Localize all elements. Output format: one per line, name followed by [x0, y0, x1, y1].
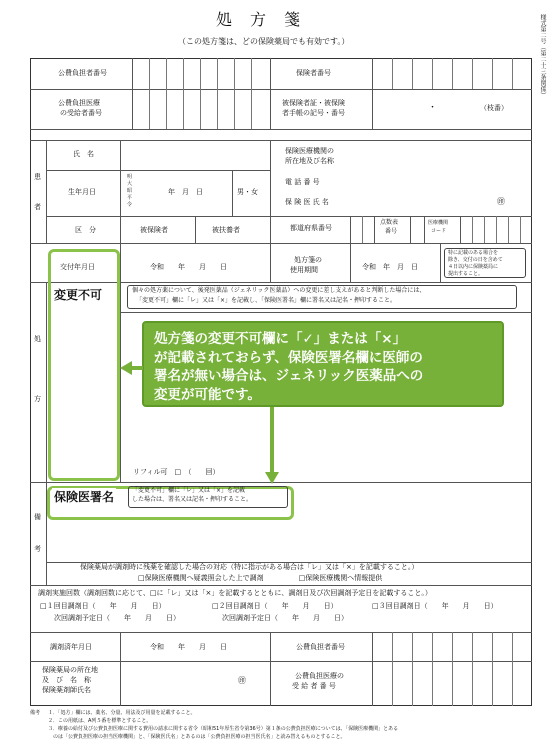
valid-period-label-1: 処方箋の	[294, 256, 322, 264]
callout-line-1: 処方箋の変更不可欄に「✓」または「×」	[154, 331, 407, 347]
arrow-left-icon	[120, 361, 132, 375]
callout-line-4: 変更が可能です。	[154, 386, 261, 403]
remarks-side-2: 考	[34, 545, 41, 553]
score-table-label-2: 番号	[385, 228, 398, 235]
branch-number-label: （枝番）	[480, 104, 508, 112]
change-not-allowed-column[interactable]: 変更不可	[54, 288, 103, 302]
pharmacy-address-label-2: 及 び 名 称	[42, 676, 91, 684]
generic-notice-1: 個々の処方薬について、後発医薬品（ジェネリック医薬品）への変更に差し支えがあると判断した場合には、	[132, 287, 426, 294]
prefecture-label: 都道府県番号	[290, 224, 332, 232]
arrow-down-icon	[265, 472, 279, 484]
payer-recipient-label-2: の受給者番号	[60, 109, 102, 117]
insured-card-label-2: 者手帳の記号・番号	[282, 109, 345, 117]
signature-note-1: 「変更不可」欄に「レ」又は「×」を記載	[132, 487, 246, 494]
prescription-side-1: 処	[34, 335, 41, 343]
era-reiwa: 令	[127, 202, 133, 208]
prescription-side-2: 方	[34, 395, 41, 403]
valid-note-4: 提出すること。	[448, 271, 484, 277]
era-showa: 昭	[127, 188, 133, 194]
signature-note-2: した場合は、署名又は記名・押印すること。	[132, 496, 253, 503]
document-subtitle: （この処方箋は、どの保険薬局でも有効です。）	[178, 37, 350, 46]
dob-label: 生年月日	[68, 188, 96, 196]
issue-date-value[interactable]: 令和 年 月 日	[150, 263, 227, 271]
insured-card-dot: ・	[428, 103, 438, 113]
notes-line-3: ３．療養の給付及び公費負担医療に関する費用の請求に関する省令（昭和51年厚生省令第36号）第１条の公費負担医療については、「保険医療機関」とある	[48, 726, 399, 732]
payer-number-label: 公費負担者番号	[58, 69, 107, 77]
institution-address-label-2: 所在地及び名称	[285, 157, 334, 165]
valid-note-1: 特に記載のある場合を	[448, 250, 499, 256]
pharmacist-seal: ㊞	[238, 676, 246, 685]
change-not-allowed-highlight	[48, 249, 120, 481]
patient-name-field[interactable]	[121, 141, 269, 169]
category-dependent[interactable]: 被扶養者	[212, 226, 240, 234]
callout-line-2: が記載されておらず、保険医署名欄に医師の	[154, 349, 423, 366]
dispensed-date-label: 調剤済年月日	[50, 643, 92, 651]
insured-card-label-1: 被保険者証・被保険	[282, 99, 345, 107]
pharmacy-address-label-1: 保険薬局の所在地	[42, 666, 98, 674]
doctor-name-label: 保 険 医 氏 名	[285, 198, 329, 206]
valid-note-3: ４日以内に保険薬局に	[448, 264, 499, 270]
generic-notice-2: 「変更不可」欄に「レ」又は「×」を記載し、「保険医署名」欄に署名又は記名・押印すること。	[136, 297, 397, 304]
institution-address-label-1: 保険医療機関の	[285, 147, 334, 155]
generic-substitution-callout	[142, 321, 504, 407]
dispensing-next-1[interactable]: 次回調剤予定日（ 年 月 日）	[54, 614, 180, 622]
dispensing-second[interactable]: □２回目調剤日（ 年 月 日）	[212, 602, 338, 610]
recipient-number-label-2: 受 給 者 番 号	[292, 682, 336, 690]
score-table-label-1: 点数表	[380, 219, 399, 226]
phone-label: 電 話 番 号	[285, 178, 320, 186]
dispensing-header: 調剤実施回数（調剤回数に応じて、□に「レ」又は「×」を記載するとともに、調剤日及び次回調剤予定日を記載すること。）	[38, 589, 432, 597]
bottom-payer-number-label: 公費負担者番号	[296, 643, 345, 651]
dispensing-first[interactable]: □１回目調剤日（ 年 月 日）	[40, 602, 166, 610]
insurer-number-label: 保険者番号	[296, 69, 331, 77]
dispensing-next-2[interactable]: 次回調剤予定日（ 年 月 日）	[222, 614, 348, 622]
document-title: 処方箋	[216, 10, 319, 29]
dispensed-date-value[interactable]: 令和 年 月 日	[150, 643, 227, 651]
doctor-signature-field[interactable]: 保険医署名	[54, 490, 115, 504]
valid-period-label-2: 使用期間	[290, 266, 318, 274]
valid-period-value[interactable]: 令和 年 月 日	[362, 263, 418, 271]
dispensing-third[interactable]: □３回目調剤日（ 年 月 日）	[372, 602, 498, 610]
form-code: 様式第二号（第二十三条関係）	[539, 14, 546, 98]
arrow-down-shaft	[270, 407, 274, 473]
notes-line-4: のは「公費負担医療の担当医療機関」と、「保険医氏名」とあるのは「公費負担医療の担当医氏名」と読み替えるものとすること。	[48, 734, 346, 740]
recipient-number-label-1: 公費負担医療の	[295, 672, 344, 680]
notes-line-1: １．「処方」欄には、薬名、分量、用法及び用量を記載すること。	[48, 710, 196, 716]
pharmacy-leftover-options[interactable]: □保険医療機関へ疑義照会した上で調剤 □保険医療機関へ情報提供	[138, 574, 383, 582]
issue-date-label: 交付年月日	[60, 263, 95, 271]
sex-selector[interactable]: 男・女	[237, 188, 258, 196]
remarks-side-1: 備	[34, 513, 41, 521]
era-heisei: 平	[127, 195, 133, 201]
doctor-seal: ㊞	[497, 197, 505, 206]
inst-code-label-1: 医療機関	[428, 220, 449, 226]
patient-side-1: 患	[34, 173, 41, 181]
notes-label: 備考	[30, 710, 41, 716]
patient-name-label: 氏 名	[73, 150, 94, 158]
inst-code-label-2: コード	[431, 228, 447, 234]
notes-line-2: ２．この用紙は、A列５番を標準とすること。	[48, 718, 152, 724]
valid-note-2: 除き、交付の日を含めて	[448, 257, 503, 263]
category-label: 区 分	[75, 226, 96, 234]
callout-line-3: 署名が無い場合は、ジェネリック医薬品への	[154, 368, 424, 384]
pharmacy-leftover-instruction: 保険薬局が調剤時に残薬を確認した場合の対応（特に指示がある場合は「レ」又は「×」を記載すること。）	[80, 563, 419, 571]
dob-ymd: 年 月 日	[168, 188, 203, 196]
payer-recipient-label-1: 公費負担医療	[58, 99, 100, 107]
era-meiji: 明	[127, 174, 133, 180]
patient-side-2: 者	[34, 203, 41, 211]
category-insured[interactable]: 被保険者	[140, 226, 168, 234]
era-taisho: 大	[127, 181, 133, 187]
pharmacy-address-label-3: 保険薬剤師氏名	[42, 686, 91, 694]
refill-option[interactable]: リフィル可 □ （ 回）	[133, 468, 220, 476]
